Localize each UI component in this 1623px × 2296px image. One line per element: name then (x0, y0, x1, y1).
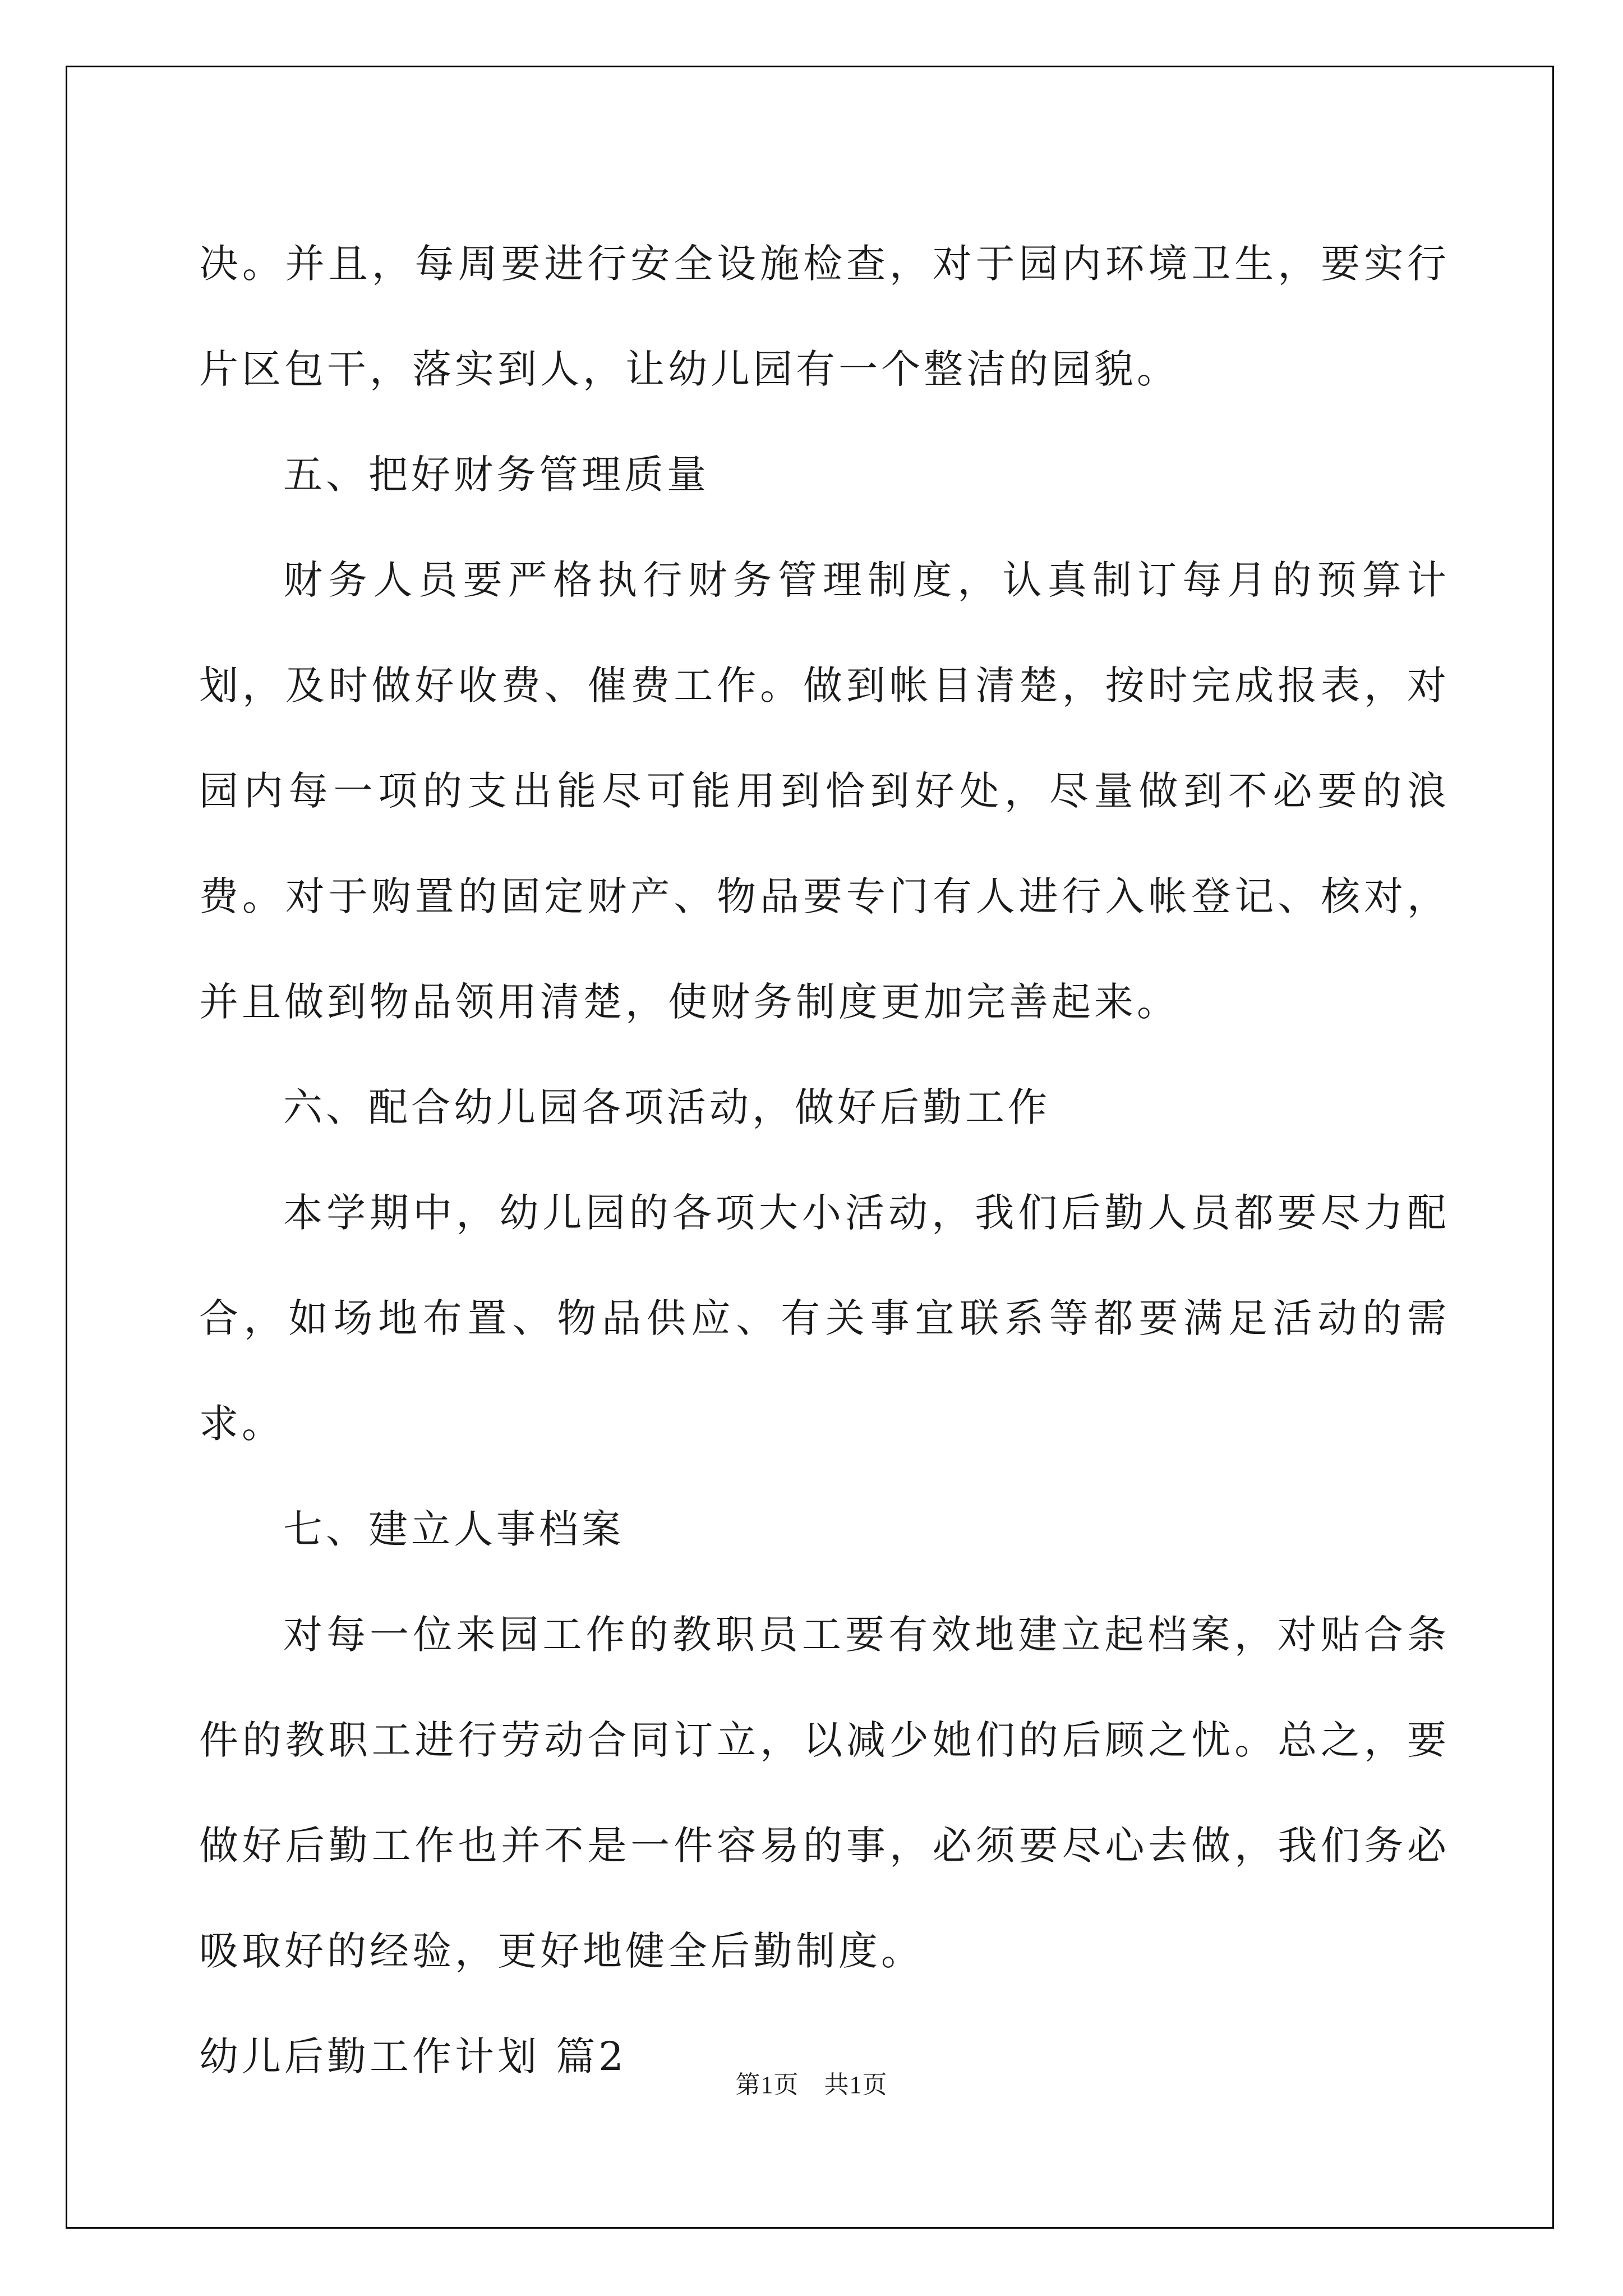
document-body (199, 211, 1450, 2109)
section-heading-6: 六、配合幼儿园各项活动，做好后勤工作 (283, 1084, 1050, 1130)
paragraph-continuation: 决。并且，每周要进行安全设施检查，对于园内环境卫生，要实行片区包干，落实到人，让幼儿园有一个整洁的园貌。 (199, 241, 1450, 392)
paragraph-activities: 本学期中，幼儿园的各项大小活动，我们后勤人员都要尽力配合，如场地布置、物品供应、有关事宜联系等都要满足活动的需求。 (199, 1190, 1450, 1447)
paragraph-finance: 财务人员要严格执行财务管理制度，认真制订每月的预算计划，及时做好收费、催费工作。做到帐目清楚，按时完成报表，对园内每一项的支出能尽可能用到恰到好处，尽量做到不必要的浪费。对于购置的固定财产、物品要专门有人进行入帐登记、核对，并且做到物品领用清楚，使财务制度更加完善起来。 (199, 557, 1450, 1025)
section-heading-7: 七、建立人事档案 (283, 1506, 624, 1552)
section-heading-5: 五、把好财务管理质量 (283, 452, 709, 498)
document-title-part-2: 幼儿后勤工作计划 篇2 (199, 2033, 627, 2079)
paragraph-personnel: 对每一位来园工作的教职员工要有效地建立起档案，对贴合条件的教职工进行劳动合同订立，以减少她们的后顾之忧。总之，要做好后勤工作也并不是一件容易的事，必须要尽心去做，我们务必吸取好的经验，更好地健全后勤制度。 (199, 1612, 1450, 1974)
page-number-footer: 第1页 共1页 (735, 2071, 888, 2099)
